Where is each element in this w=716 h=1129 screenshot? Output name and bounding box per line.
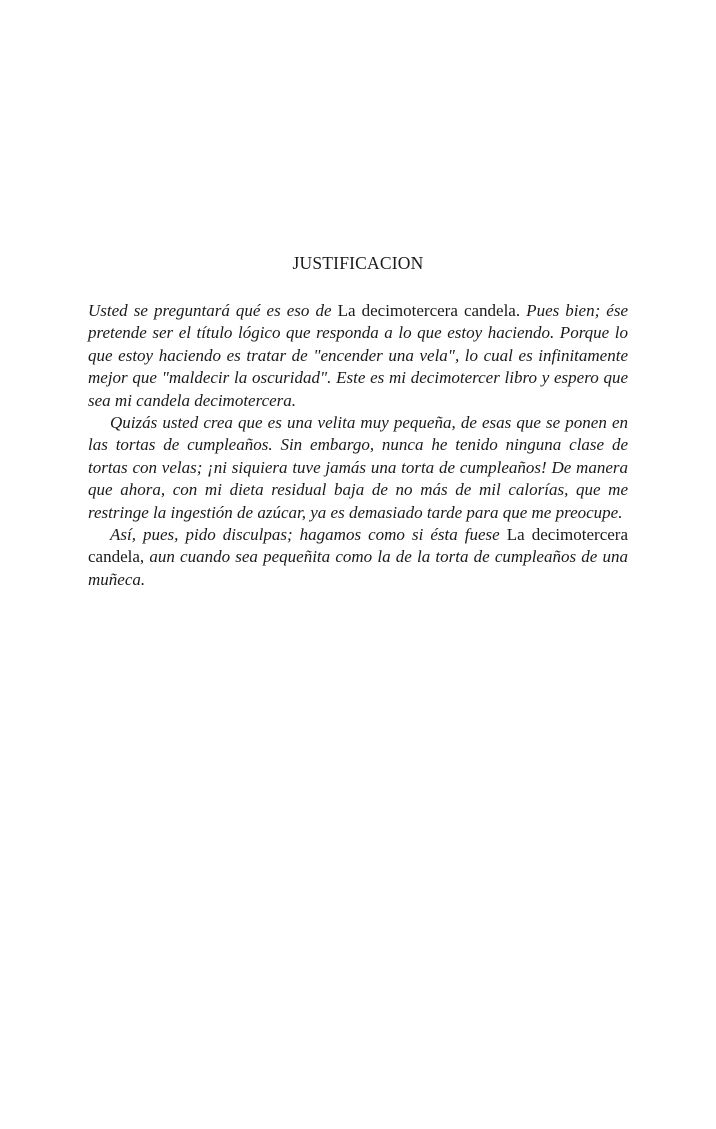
paragraph-1-run-1: Usted se preguntará qué es eso de: [88, 301, 338, 320]
book-title-mention: La decimotercera candela.: [337, 301, 521, 320]
paragraph-3-run-3: aun cuando sea pequeñita como la de la torta de cumpleaños de una muñeca.: [88, 547, 628, 589]
page-title: JUSTIFICACION: [292, 253, 424, 273]
text-block: [88, 252, 628, 591]
book-title-mention: La decimotercera candela,: [88, 525, 629, 567]
paragraph-3: [88, 524, 628, 591]
paragraph-2: [88, 412, 628, 524]
paragraph-2-run-1: Quizás usted crea que es una velita muy pequeña, de esas que se ponen en las tortas de cumpleaños. Sin embargo, nunca he tenido ninguna clase de tortas con velas; ¡ni siquiera tuve jamás una torta de cumpleaños! De manera que ahora, con mi dieta residual baja de no más de mil calorías, que me restringe la ingestión de azúcar, ya es demasiado tarde para que me preocupe.: [88, 413, 628, 522]
paragraph-1-run-3: Pues bien; ése pretende ser el título lógico que responda a lo que estoy haciendo. Porque lo que estoy haciendo es tratar de "encender una vela", lo cual es infinitamente mejor que "maldecir la oscuridad". Este es mi decimotercer libro y espero que sea mi candela decimotercera.: [88, 301, 629, 410]
paragraph-1: [88, 300, 628, 412]
paragraph-3-run-1: Así, pues, pido disculpas; hagamos como si ésta fuese: [110, 525, 507, 545]
